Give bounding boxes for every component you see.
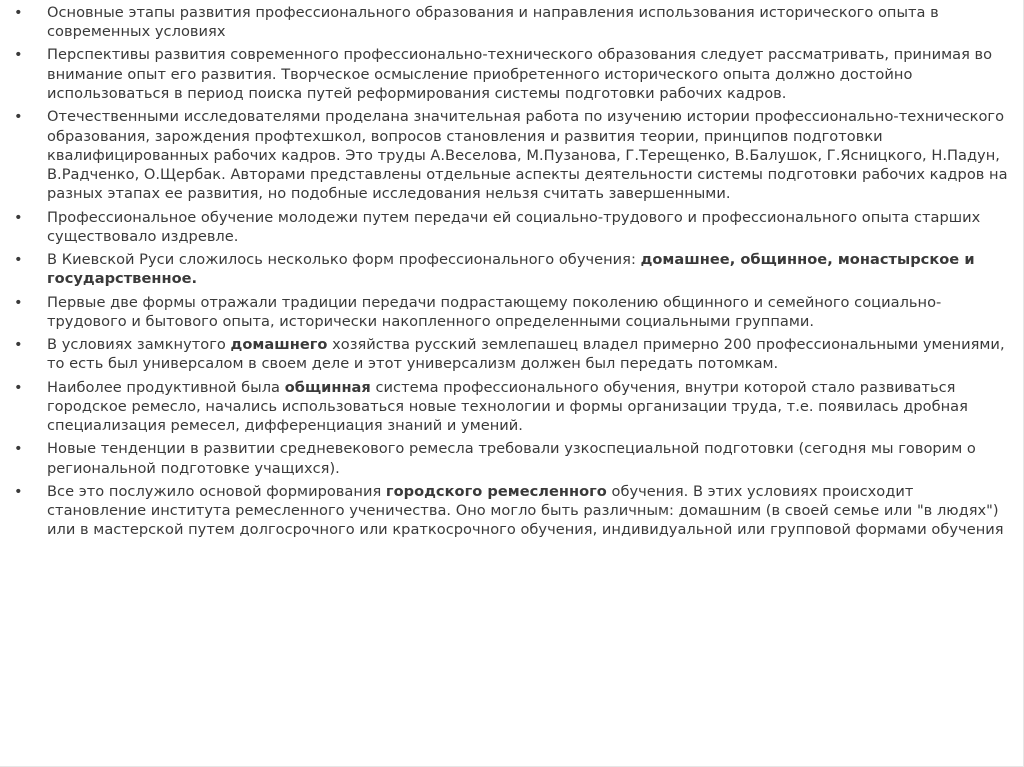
bullet-dot-icon: • — [14, 108, 23, 126]
bullet-text: Отечественными исследователями проделана значительная работа по изучению истории профессионально-технического образования, зарождения профтехшкол, вопросов становления и развития теории, принципов подготовки квалифицированных рабочих кадров. Это труды А.Веселова, М.Пузанова, Г.Терещенко, В.Балушок, Г.Ясницкого, Н.Падун, В.Радченко, О.Щербак. Авторами представлены отдельные аспекты деятельности системы подготовки рабочих кадров на разных этапах ее развития, но подобные исследования нельзя считать завершенными. — [47, 108, 1008, 203]
bullet-emphasis-text: домашнего — [230, 336, 328, 354]
bullet-emphasis-text: городского ремесленного — [385, 482, 607, 500]
bullet-dot-icon: • — [14, 440, 23, 458]
bullet-text: В Киевской Руси сложилось несколько форм профессионального обучения: — [47, 251, 641, 269]
bullet-emphasis-text: домашнее, общинное, монастырское и государственное. — [47, 251, 975, 288]
bullet-text: система профессионального обучения, внутри которой стало развиваться городское ремесло, начались использоваться новые технологии и формы организации труда, т.е. появилась дробная специализация ремесел, дифференциация знаний и умений. — [47, 378, 968, 435]
bullet-dot-icon: • — [14, 208, 23, 226]
bullet-text: В условиях замкнутого — [47, 336, 231, 354]
bullet-text: обучения. В этих условиях происходит становление института ремесленного ученичества. Оно могло быть различным: домашним (в своей семье или "в людях") или в мастерской путем долгосрочного или краткосрочного обучения, индивидуальной или групповой формами обучения — [47, 482, 1004, 539]
bullet-text: Первые две формы отражали традиции передачи подрастающему поколению общинного и семейного социально-трудового и бытового опыта, исторически накопленного определенными социальными группами. — [47, 293, 942, 330]
bullet-text: Профессиональное обучение молодежи путем передачи ей социально-трудового и профессионального опыта старших существовало издревле. — [47, 208, 981, 245]
bullet-dot-icon: • — [14, 482, 23, 500]
bullet-dot-icon: • — [14, 293, 23, 311]
bullet-text: Основные этапы развития профессионального образования и направления использования исторического опыта в современных условиях — [47, 4, 939, 41]
bullet-dot-icon: • — [14, 378, 23, 396]
bullet-text: Все это послужило основой формирования — [47, 482, 386, 500]
bullet-text: Перспективы развития современного профессионально-технического образования следует рассматривать, принимая во внимание опыт его развития. Творческое осмысление приобретенного исторического опыта должно достойно использоваться в период поиска путей реформирования системы подготовки рабочих кадров. — [47, 46, 993, 103]
bullet-text: хозяйства русский землепашец владел примерно 200 профессиональными умениями, то есть был универсалом в своем деле и этот универсализм должен был передать потомкам. — [47, 336, 1005, 373]
bullet-dot-icon: • — [14, 46, 23, 64]
bullet-dot-icon: • — [14, 4, 23, 21]
bullet-text: Наиболее продуктивной была — [47, 378, 285, 396]
bullet-dot-icon: • — [14, 336, 23, 354]
bullet-dot-icon: • — [14, 251, 23, 269]
bullet-emphasis-text: общинная — [284, 378, 371, 396]
bullet-text: Новые тенденции в развитии средневекового ремесла требовали узкоспециальной подготовки (сегодня мы говорим о региональной подготовке учащихся). — [47, 440, 976, 477]
